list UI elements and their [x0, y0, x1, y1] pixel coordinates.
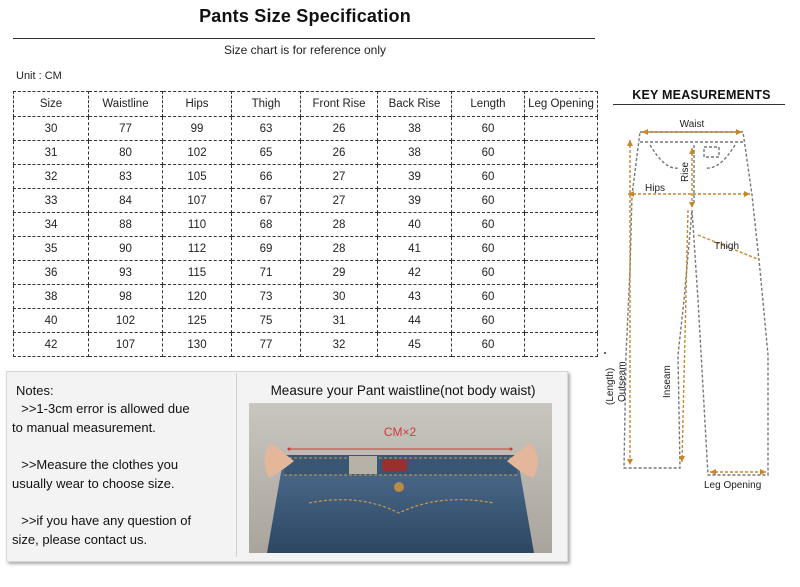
table-cell: 107	[89, 333, 163, 357]
table-cell: 60	[452, 237, 525, 261]
table-row	[14, 189, 598, 213]
table-cell: 41	[378, 237, 452, 261]
table-cell: 77	[232, 333, 301, 357]
note-line: to manual measurement.	[12, 420, 156, 435]
table-cell: 84	[89, 189, 163, 213]
title-divider	[13, 38, 595, 39]
table-cell: 29	[301, 261, 378, 285]
measure-label: CM×2	[383, 425, 417, 439]
note-line: >>if you have any question of	[14, 513, 192, 528]
rise-label: Rise	[680, 161, 691, 182]
table-cell: 40	[378, 213, 452, 237]
leg-opening-label: Leg Opening	[704, 480, 762, 491]
table-row	[14, 309, 598, 333]
table-cell: 107	[163, 189, 232, 213]
table-header-cell: Waistline	[89, 92, 163, 117]
table-cell	[525, 189, 598, 213]
table-cell: 67	[232, 189, 301, 213]
table-cell	[525, 213, 598, 237]
table-cell: 63	[232, 117, 301, 141]
table-row	[14, 141, 598, 165]
table-cell: 26	[301, 117, 378, 141]
table-cell: 44	[378, 309, 452, 333]
key-measurements-title: KEY MEASUREMENTS	[632, 88, 771, 102]
table-cell	[525, 309, 598, 333]
table-cell: 35	[14, 237, 89, 261]
table-header-cell: Size	[14, 92, 89, 117]
table-cell: 71	[232, 261, 301, 285]
inseam-label: Inseam	[662, 365, 673, 398]
table-header-cell: Length	[452, 92, 525, 117]
table-cell	[525, 261, 598, 285]
table-cell: 36	[14, 261, 89, 285]
note-line: size, please contact us.	[12, 532, 148, 547]
page-title: Pants Size Specification	[199, 6, 411, 26]
table-cell: 60	[452, 309, 525, 333]
table-cell: 88	[89, 213, 163, 237]
unit-label: Unit : CM	[16, 70, 62, 82]
table-cell: 32	[14, 165, 89, 189]
table-cell: 30	[301, 285, 378, 309]
note-line: usually wear to choose size.	[12, 476, 175, 491]
table-cell: 28	[301, 237, 378, 261]
table-header-cell: Thigh	[232, 92, 301, 117]
outseam-label: Outseam	[617, 361, 628, 402]
table-cell	[525, 165, 598, 189]
measure-title: Measure your Pant waistline(not body waist)	[270, 383, 536, 398]
table-cell: 69	[232, 237, 301, 261]
key-title-underline	[613, 104, 785, 105]
length-label: (Length)	[605, 367, 616, 405]
table-cell: 39	[378, 189, 452, 213]
table-cell: 110	[163, 213, 232, 237]
table-cell: 60	[452, 189, 525, 213]
table-cell: 112	[163, 237, 232, 261]
table-cell: 102	[89, 309, 163, 333]
table-cell: 38	[14, 285, 89, 309]
table-header-cell: Front Rise	[301, 92, 378, 117]
table-header-cell: Hips	[163, 92, 232, 117]
table-cell: 43	[378, 285, 452, 309]
table-cell: 75	[232, 309, 301, 333]
waist-label: Waist	[679, 119, 705, 130]
notes-divider	[236, 373, 237, 557]
table-row	[14, 285, 598, 309]
waistline-photo	[249, 403, 552, 553]
arrow-heads	[627, 129, 766, 475]
table-cell: 93	[89, 261, 163, 285]
table-cell: 30	[14, 117, 89, 141]
table-cell: 34	[14, 213, 89, 237]
table-cell: 31	[14, 141, 89, 165]
hips-label: Hips	[645, 183, 666, 194]
table-cell: 73	[232, 285, 301, 309]
table-row	[14, 117, 598, 141]
table-cell: 90	[89, 237, 163, 261]
table-cell: 27	[301, 165, 378, 189]
table-cell: 60	[452, 285, 525, 309]
table-cell: 80	[89, 141, 163, 165]
table-cell: 130	[163, 333, 232, 357]
pants-diagram	[600, 110, 800, 500]
table-cell: 60	[452, 213, 525, 237]
table-cell	[525, 237, 598, 261]
table-cell: 28	[301, 213, 378, 237]
table-cell: 60	[452, 261, 525, 285]
table-cell: 125	[163, 309, 232, 333]
table-row	[14, 237, 598, 261]
table-cell: 42	[14, 333, 89, 357]
table-cell: 42	[378, 261, 452, 285]
table-row	[14, 165, 598, 189]
table-cell: 33	[14, 189, 89, 213]
table-cell: 83	[89, 165, 163, 189]
table-header-cell: Leg Opening	[525, 92, 598, 117]
table-cell: 77	[89, 117, 163, 141]
table-row	[14, 333, 598, 357]
table-cell: 60	[452, 165, 525, 189]
table-cell	[525, 117, 598, 141]
subtitle: Size chart is for reference only	[223, 43, 387, 57]
thigh-label: Thigh	[714, 241, 740, 252]
table-cell: 68	[232, 213, 301, 237]
table-cell: 32	[301, 333, 378, 357]
table-cell: 99	[163, 117, 232, 141]
table-cell: 60	[452, 333, 525, 357]
table-cell: 60	[452, 141, 525, 165]
table-cell: 105	[163, 165, 232, 189]
table-row	[14, 261, 598, 285]
table-cell: 38	[378, 141, 452, 165]
table-cell: 60	[452, 117, 525, 141]
table-row	[14, 213, 598, 237]
table-cell: 39	[378, 165, 452, 189]
note-line: >>1-3cm error is allowed due	[14, 401, 190, 416]
table-cell: 115	[163, 261, 232, 285]
table-cell: 38	[378, 117, 452, 141]
table-cell: 31	[301, 309, 378, 333]
table-cell: 40	[14, 309, 89, 333]
table-cell: 102	[163, 141, 232, 165]
table-cell	[525, 141, 598, 165]
table-cell: 120	[163, 285, 232, 309]
table-cell: 66	[232, 165, 301, 189]
note-line: >>Measure the clothes you	[14, 457, 179, 472]
table-cell	[525, 285, 598, 309]
table-cell: 26	[301, 141, 378, 165]
table-cell: 65	[232, 141, 301, 165]
table-cell: 98	[89, 285, 163, 309]
table-cell	[525, 333, 598, 357]
table-header-row	[14, 92, 598, 117]
notes-title: Notes:	[16, 383, 54, 398]
size-table	[13, 91, 598, 357]
table-header-cell: Back Rise	[378, 92, 452, 117]
table-cell: 45	[378, 333, 452, 357]
table-cell: 27	[301, 189, 378, 213]
